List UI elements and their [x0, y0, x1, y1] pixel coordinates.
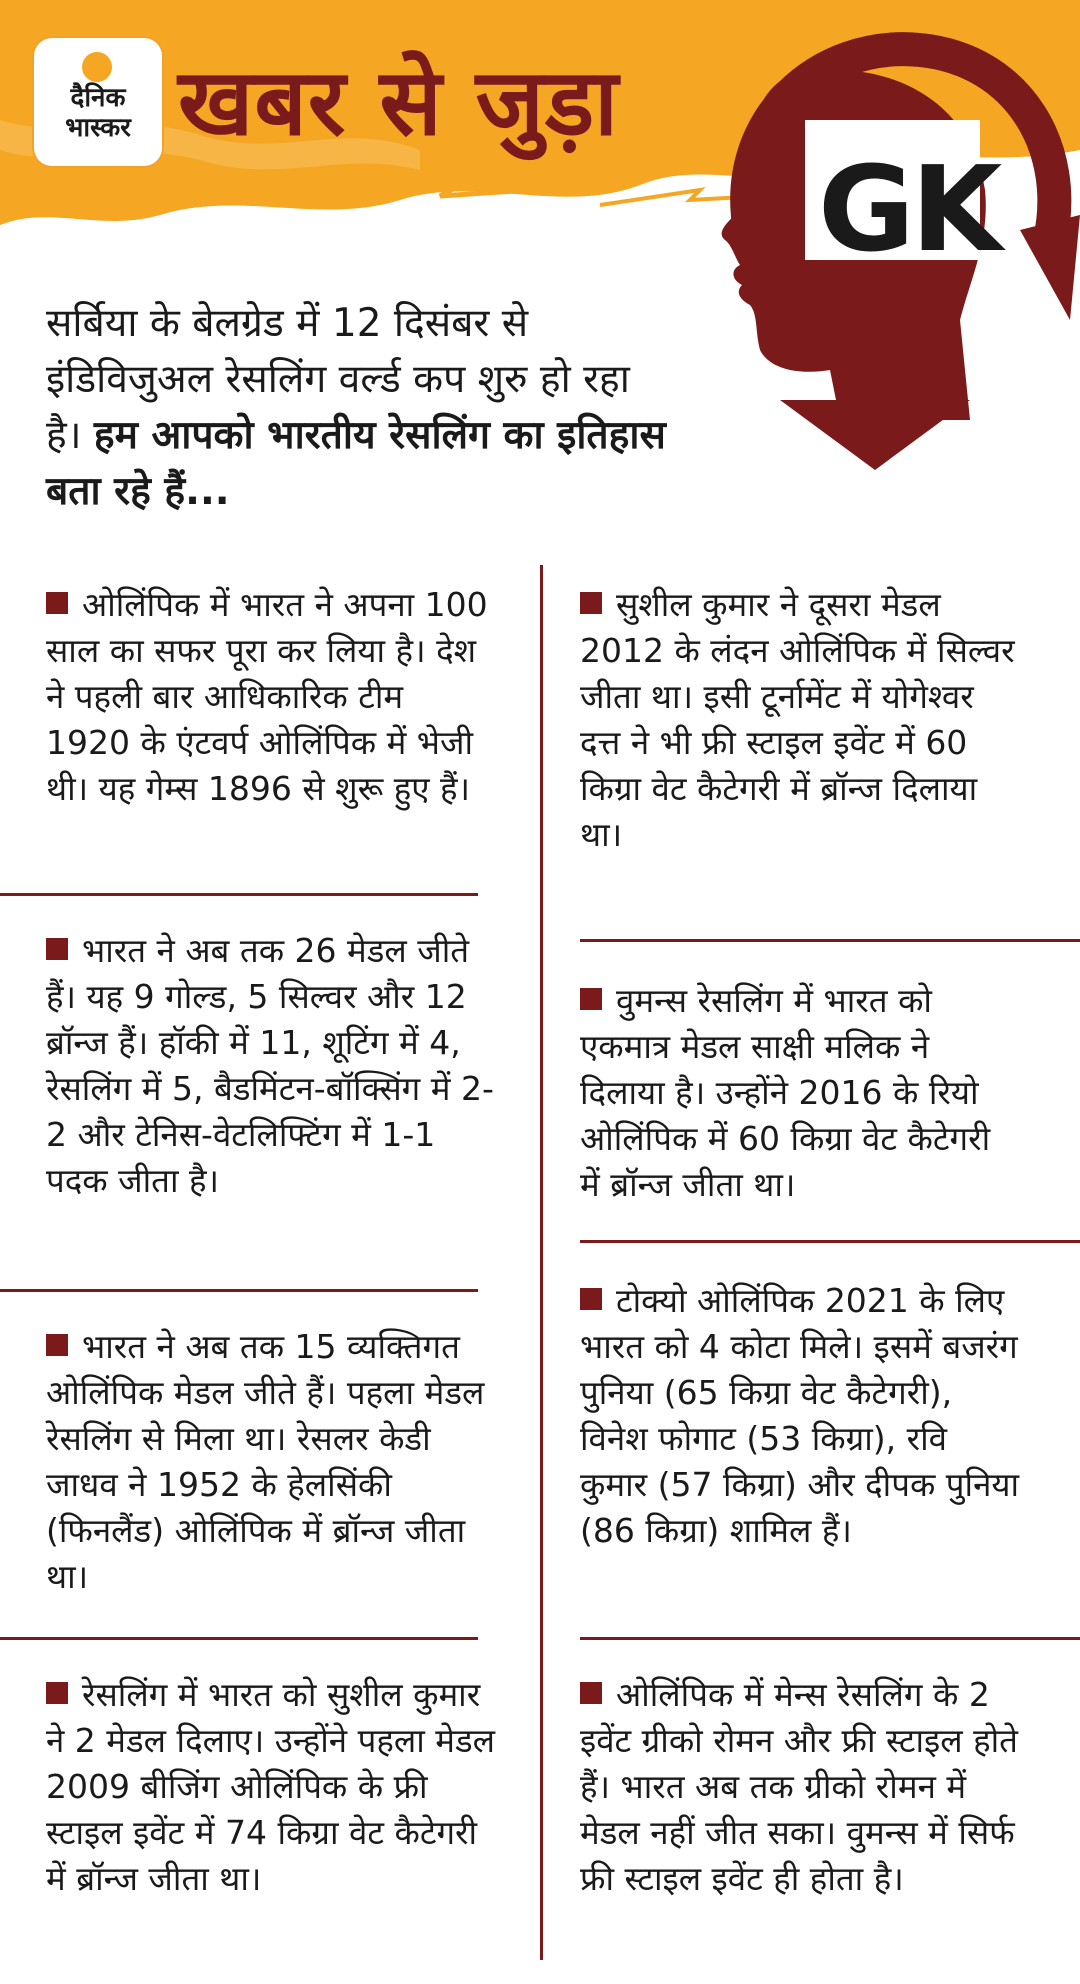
dainik-bhaskar-logo — [34, 38, 162, 166]
fact-text: भारत ने अब तक 26 मेडल जीते हैं। यह 9 गोल्ड, 5 सिल्वर और 12 ब्रॉन्ज हैं। हॉकी में 11, शूटिंग में 4, रेसलिंग में 5, बैडमिंटन-बॉक्सिंग में 2-2 और टेनिस-वेटलिफ्टिंग में 1-1 पदक जीता है। — [46, 931, 494, 1200]
fact-text: टोक्यो ओलिंपिक 2021 के लिए भारत को 4 कोटा मिले। इसमें बजरंग पुनिया (65 किग्रा वेट कैटेगरी), विनेश फोगाट (53 किग्रा), रवि कुमार (57 किग्रा) और दीपक पुनिया (86 किग्रा) शामिल हैं। — [580, 1281, 1020, 1550]
fact-item — [580, 978, 1020, 1208]
square-bullet-icon — [46, 938, 68, 960]
sun-icon — [82, 52, 112, 82]
column-divider — [540, 565, 543, 1960]
fact-text: रेसलिंग में भारत को सुशील कुमार ने 2 मेडल दिलाए। उन्होंने पहला मेडल 2009 बीजिंग ओलिंपिक के फ्री स्टाइल इवेंट में 74 किग्रा वेट कैटेगरी में ब्रॉन्ज जीता था। — [46, 1675, 496, 1898]
page-title: खबर से जुड़ा — [178, 49, 619, 156]
intro-bold-text: हम आपको भारतीय रेसलिंग का इतिहास बता रहे हैं... — [46, 413, 666, 514]
square-bullet-icon — [580, 592, 602, 614]
fact-text: भारत ने अब तक 15 व्यक्तिगत ओलिंपिक मेडल जीते हैं। पहला मेडल रेसलिंग से मिला था। रेसलर केडी जाधव ने 1952 के हेलसिंकी (फिनलैंड) ओलिंपिक में ब्रॉन्ज जीता था। — [46, 1327, 485, 1596]
divider — [0, 1289, 478, 1292]
fact-item — [46, 1672, 496, 1902]
square-bullet-icon — [580, 988, 602, 1010]
square-bullet-icon — [46, 1682, 68, 1704]
fact-item — [46, 1324, 496, 1600]
fact-text: ओलिंपिक में भारत ने अपना 100 साल का सफर पूरा कर लिया है। देश ने पहली बार आधिकारिक टीम 1920 के एंटवर्प ओलिंपिक में भेजी थी। यह गेम्स 1896 से शुरू हुए हैं। — [46, 585, 488, 808]
logo-line-2: भास्कर — [65, 113, 131, 143]
fact-item — [46, 928, 496, 1204]
fact-text: सुशील कुमार ने दूसरा मेडल 2012 के लंदन ओलिंपिक में सिल्वर जीता था। इसी टूर्नामेंट में योगेश्वर दत्त ने भी फ्री स्टाइल इवेंट में 60 किग्रा वेट कैटेगरी में ब्रॉन्ज दिलाया था। — [580, 585, 1015, 854]
fact-text: ओलिंपिक में मेन्स रेसलिंग के 2 इवेंट ग्रीको रोमन और फ्री स्टाइल होते हैं। भारत अब तक ग्रीको रोमन में मेडल नहीं जीत सका। वुमन्स में सिर्फ फ्री स्टाइल इवेंट ही होता है। — [580, 1675, 1018, 1898]
fact-item — [580, 1672, 1020, 1902]
divider — [580, 939, 1080, 942]
gk-badge: GK — [818, 140, 999, 278]
intro-paragraph — [46, 296, 666, 520]
head-silhouette-arrow-icon — [640, 0, 1080, 560]
square-bullet-icon — [46, 1334, 68, 1356]
fact-item — [580, 1278, 1020, 1554]
divider — [0, 1637, 478, 1640]
fact-item — [46, 582, 496, 812]
fact-item — [580, 582, 1020, 858]
square-bullet-icon — [580, 1288, 602, 1310]
divider — [580, 1240, 1080, 1243]
divider — [580, 1637, 1080, 1640]
square-bullet-icon — [580, 1682, 602, 1704]
fact-text: वुमन्स रेसलिंग में भारत को एकमात्र मेडल साक्षी मलिक ने दिलाया है। उन्होंने 2016 के रियो ओलिंपिक में 60 किग्रा वेट कैटेगरी में ब्रॉन्ज जीता था। — [580, 981, 991, 1204]
logo-line-1: दैनिक — [70, 83, 126, 113]
square-bullet-icon — [46, 592, 68, 614]
divider — [0, 893, 478, 896]
intro-normal-text: सर्बिया के बेलग्रेड में 12 दिसंबर से इंडिविजुअल रेसलिंग वर्ल्ड कप शुरु हो रहा है। — [46, 301, 630, 458]
